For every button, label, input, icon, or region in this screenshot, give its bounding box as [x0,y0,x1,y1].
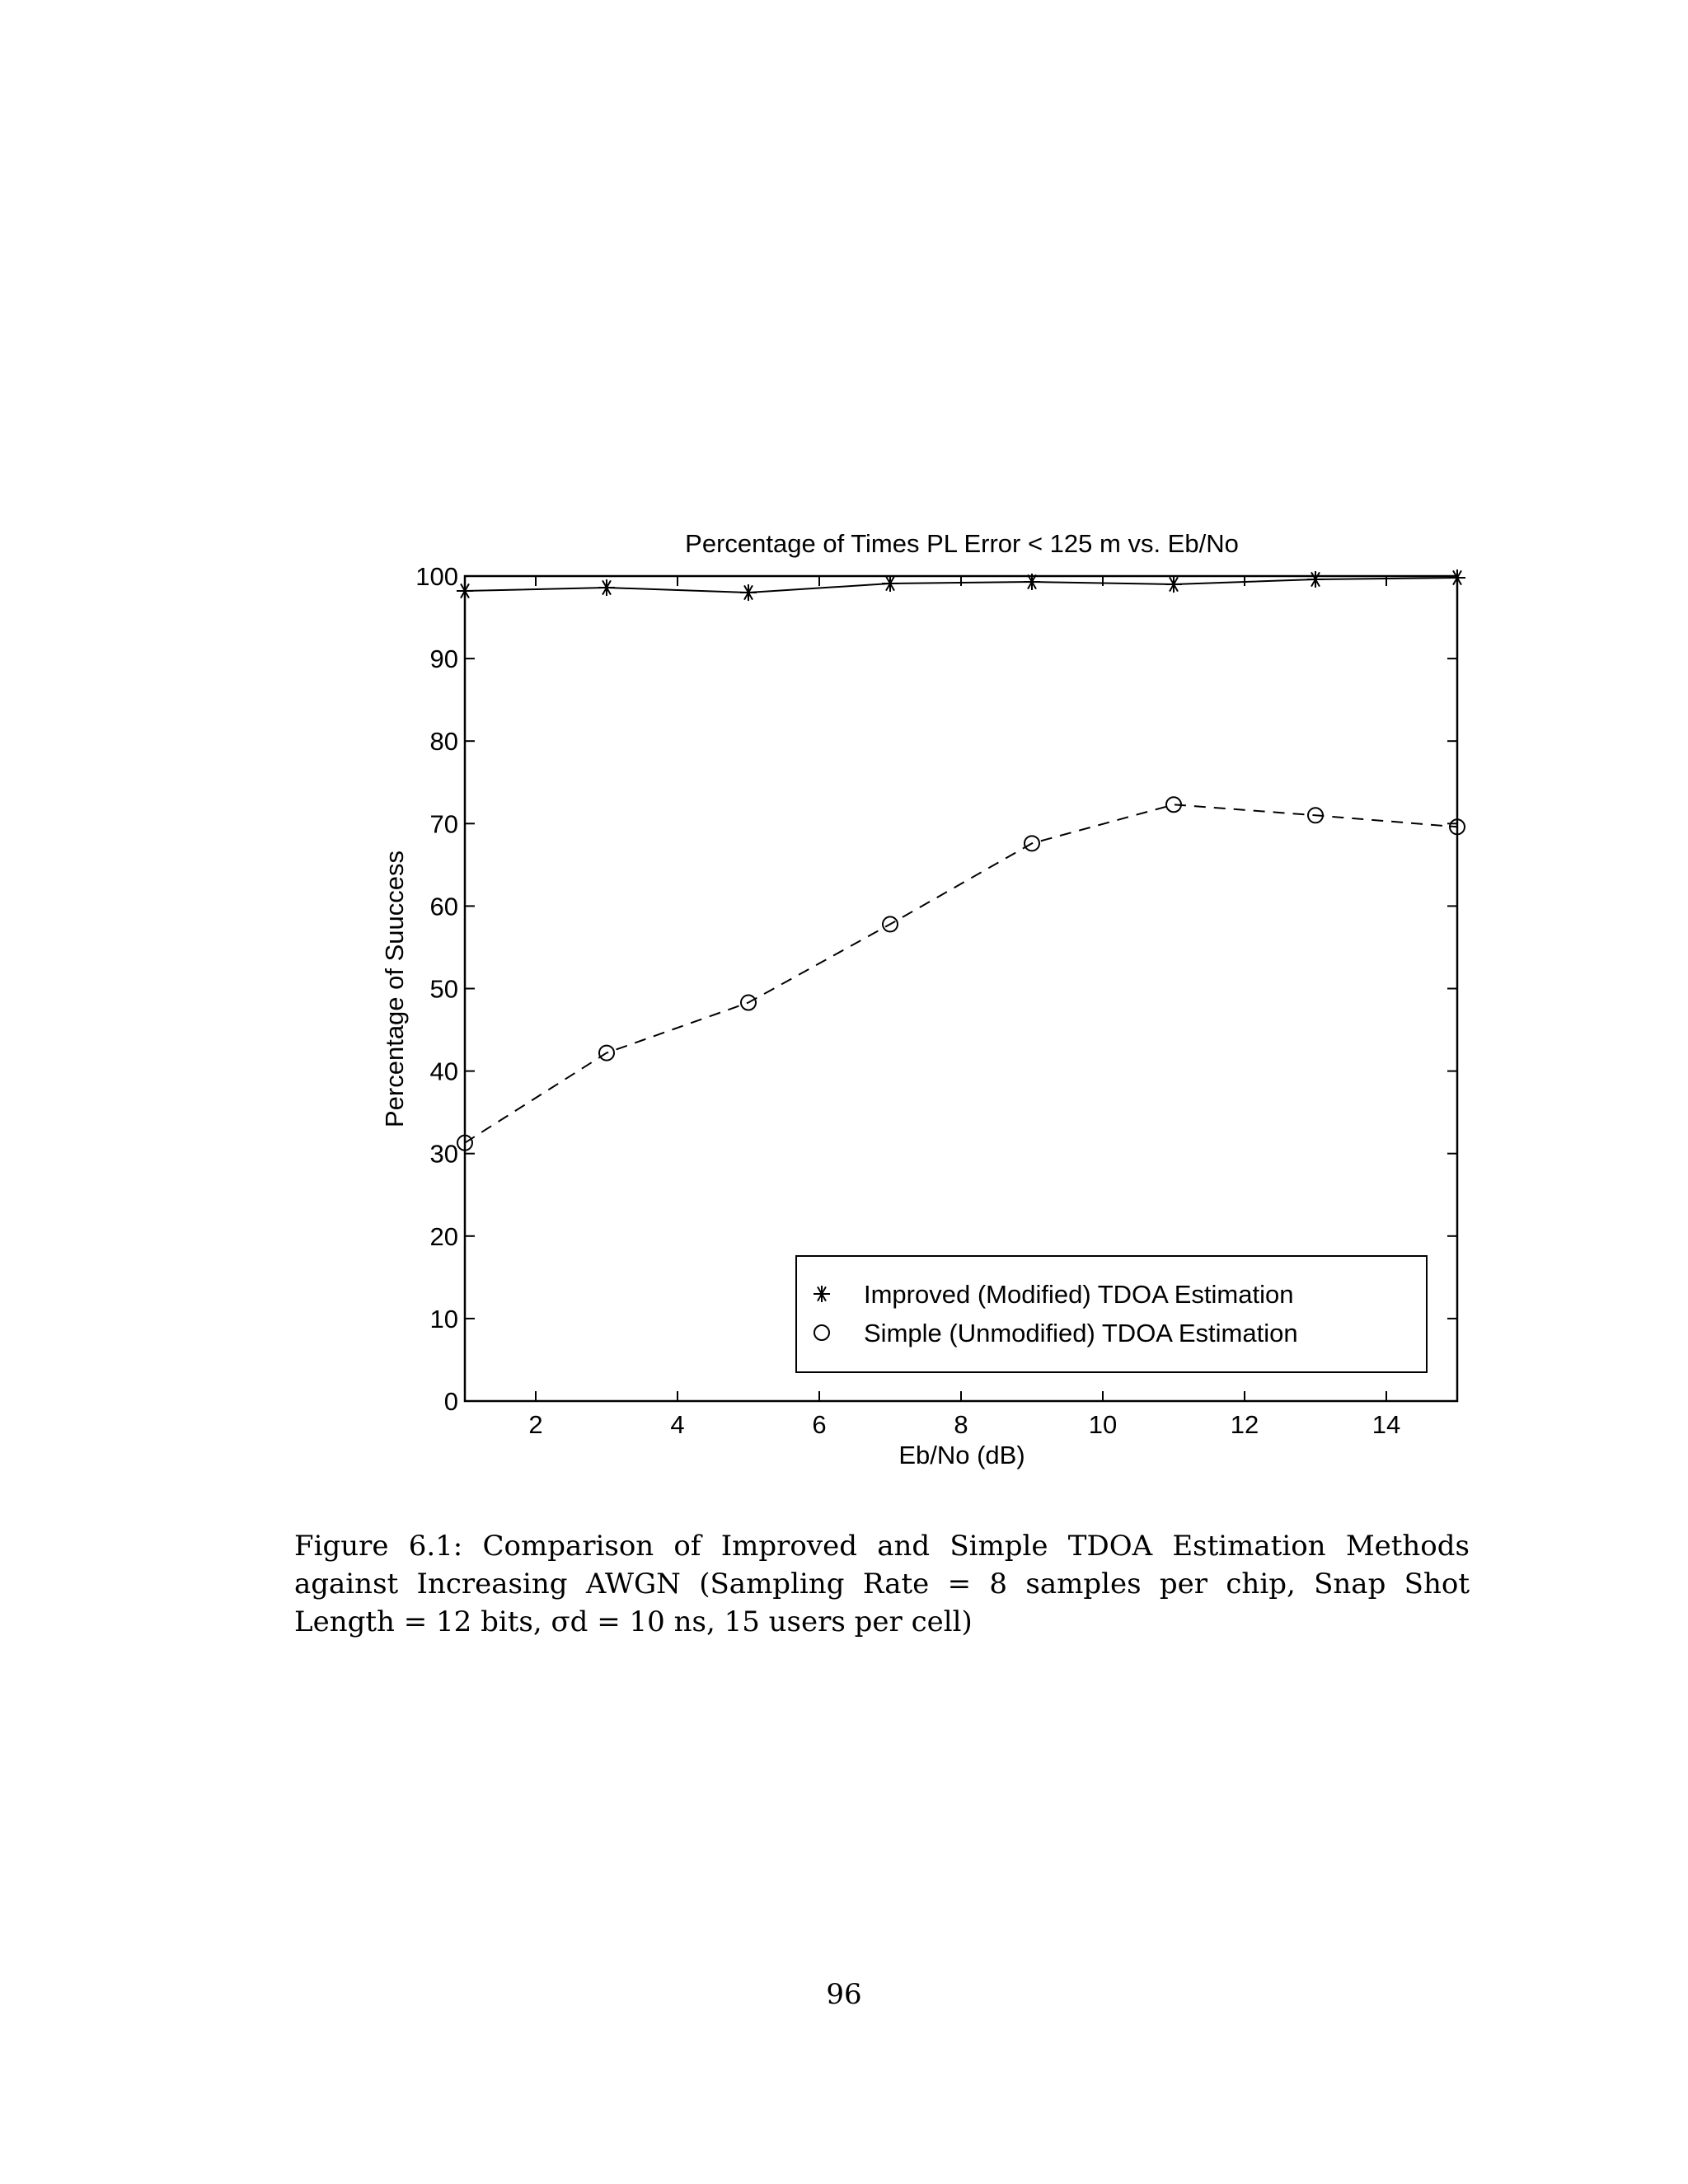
x-tick-label: 6 [812,1410,827,1439]
page-number: 96 [826,1978,862,2011]
y-tick-label: 90 [429,644,458,674]
improved-data-point [598,579,615,596]
improved-data-point [740,584,757,601]
y-tick-label: 40 [429,1057,458,1086]
improved-data-point [457,583,473,599]
y-tick-label: 50 [429,974,458,1004]
simple-series-line [465,804,1457,1142]
x-tick-label: 10 [1088,1410,1118,1439]
legend-label: Simple (Unmodified) TDOA Estimation [864,1319,1298,1347]
legend [796,1256,1427,1372]
x-tick-label: 8 [954,1410,968,1439]
y-tick-label: 70 [429,809,458,839]
y-axis-label: Percentage of Suuccess [380,850,409,1128]
y-tick-label: 10 [429,1304,458,1333]
data-markers [457,569,1465,1151]
y-tick-label: 0 [443,1387,458,1416]
x-tick-label: 2 [528,1410,543,1439]
improved-data-point [1449,569,1465,586]
improved-data-point [882,575,898,592]
x-tick-label: 12 [1230,1410,1259,1439]
y-tick-label: 100 [415,562,458,591]
figure-caption: Figure 6.1: Comparison of Improved and Simple TDOA Estimation Methods against Increasing AWGN (Sampling Rate = 8 samples per chip, Snap Shot Length = 12 bits, σd = 10 ns, 15 users per cell) [294,1530,1470,1638]
x-axis-label: Eb/No (dB) [898,1441,1025,1469]
legend-label: Improved (Modified) TDOA Estimation [864,1280,1294,1309]
y-tick-label: 60 [429,892,458,921]
x-tick-label: 14 [1372,1410,1401,1439]
y-tick-label: 30 [429,1139,458,1169]
improved-data-point [1307,571,1324,588]
legend-box [796,1256,1427,1372]
y-tick-label: 80 [429,727,458,757]
x-tick-label: 4 [670,1410,685,1439]
y-tick-label: 20 [429,1221,458,1251]
series-lines [465,578,1457,1143]
chart-title: Percentage of Times PL Error < 125 m vs. Eb/No [685,529,1239,558]
improved-data-point [1165,576,1182,593]
